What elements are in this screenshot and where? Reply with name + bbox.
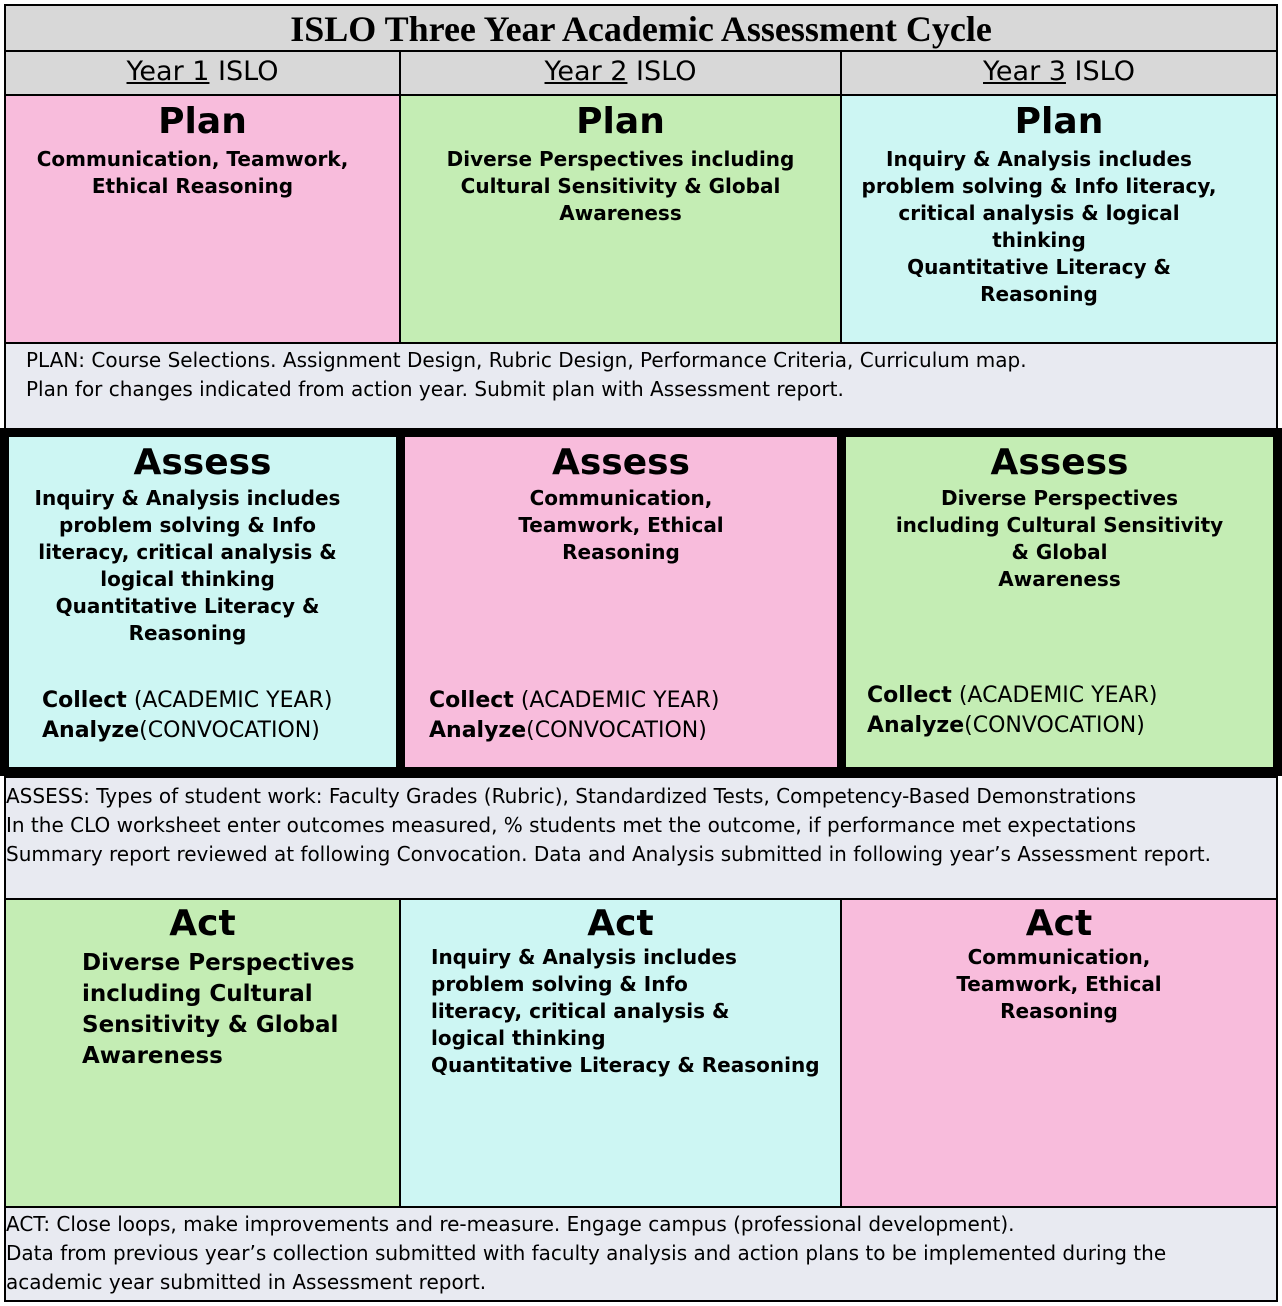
topic-line: Cultural Sensitivity & Global — [460, 174, 781, 198]
assess-cell-year-2 — [396, 428, 846, 776]
act-cell-year-3 — [840, 898, 1278, 1208]
collect-analyze — [42, 686, 332, 746]
topic-line: Awareness — [82, 1043, 223, 1069]
plan-cell-year-1 — [4, 94, 401, 344]
act-note-line: ACT: Close loops, make improvements and re-measure. Engage campus (professional development). — [6, 1212, 1015, 1236]
topic-line: Teamwork, Ethical — [518, 513, 724, 537]
topic-line: Quantitative Literacy & — [55, 594, 320, 618]
topic-line: literacy, critical analysis & — [38, 540, 337, 564]
assess-cell-year-1 — [0, 428, 405, 776]
topic-line: & Global — [1011, 540, 1108, 564]
topic-line: Inquiry & Analysis includes — [431, 945, 737, 969]
topic-line: problem solving & Info — [59, 513, 316, 537]
topic-line: Awareness — [559, 201, 682, 225]
topic-line: thinking — [992, 228, 1086, 252]
topic-line: Communication, Teamwork, — [36, 147, 349, 171]
collect-analyze — [867, 681, 1157, 741]
collect-label: Collect — [42, 688, 127, 713]
topic-line: Quantitative Literacy & — [907, 255, 1171, 279]
plan-topics — [401, 146, 840, 227]
topic-line: problem solving & Info literacy, — [861, 174, 1217, 198]
topic-line: Awareness — [998, 567, 1121, 591]
topic-line: literacy, critical analysis & — [431, 999, 730, 1023]
analyze-label: Analyze — [867, 713, 965, 738]
act-note-line: academic year submitted in Assessment report. — [6, 1270, 487, 1294]
plan-heading: Plan — [576, 101, 665, 142]
assess-cell-year-3 — [837, 428, 1282, 776]
act-heading: Act — [169, 903, 236, 944]
topic-line: including Cultural Sensitivity — [895, 513, 1224, 537]
act-topics — [401, 944, 840, 1079]
topic-line: logical thinking — [100, 567, 275, 591]
topic-line: Sensitivity & Global — [82, 1012, 339, 1038]
plan-note — [4, 342, 1278, 432]
analyze-value: (CONVOCATION) — [964, 713, 1145, 738]
assess-topics — [405, 485, 837, 566]
collect-value: (ACADEMIC YEAR) — [126, 688, 333, 713]
act-note-line: Data from previous year’s collection submitted with faculty analysis and action plans to be implemented during the — [6, 1241, 1167, 1265]
year-3-suffix: ISLO — [1065, 56, 1135, 87]
act-note — [4, 1206, 1278, 1302]
topic-line: Teamwork, Ethical — [956, 972, 1162, 996]
year-1-suffix: ISLO — [209, 56, 279, 87]
topic-line: Diverse Perspectives — [940, 486, 1178, 510]
assess-note-line: In the CLO worksheet enter outcomes measured, % students met the outcome, if performance met expectations — [6, 813, 1137, 837]
topic-line: Reasoning — [128, 621, 247, 645]
topic-line: Reasoning — [562, 540, 680, 564]
analyze-label: Analyze — [429, 718, 527, 743]
topic-line: Quantitative Literacy & Reasoning — [431, 1053, 820, 1077]
year-1-header — [4, 52, 401, 96]
assess-heading: Assess — [133, 442, 272, 483]
collect-label: Collect — [867, 683, 952, 708]
plan-heading: Plan — [1014, 101, 1104, 142]
plan-topics — [0, 146, 399, 200]
year-3-label: Year 3 — [983, 56, 1066, 87]
topic-line: critical analysis & logical — [898, 201, 1180, 225]
act-topics — [842, 944, 1276, 1025]
assess-note-line: ASSESS: Types of student work: Faculty Grades (Rubric), Standardized Tests, Competency-Based Demonstrations — [6, 784, 1136, 808]
topic-line: Diverse Perspectives including — [446, 147, 795, 171]
analyze-label: Analyze — [42, 718, 140, 743]
topic-line: Inquiry & Analysis includes — [886, 147, 1192, 171]
plan-cell-year-2 — [399, 94, 842, 344]
plan-heading: Plan — [158, 101, 247, 142]
year-2-suffix: ISLO — [627, 56, 697, 87]
assess-heading: Assess — [990, 442, 1129, 483]
topic-line: Reasoning — [980, 282, 1098, 306]
assess-note-line: Summary report reviewed at following Convocation. Data and Analysis submitted in following year’s Assessment report. — [6, 842, 1212, 866]
topic-line: problem solving & Info — [431, 972, 688, 996]
year-1-label: Year 1 — [126, 56, 210, 87]
act-heading: Act — [1025, 903, 1093, 944]
assess-topics — [0, 485, 396, 647]
topic-line: logical thinking — [431, 1026, 606, 1050]
year-2-label: Year 2 — [544, 56, 628, 87]
collect-label: Collect — [429, 688, 514, 713]
plan-note-line: PLAN: Course Selections. Assignment Design, Rubric Design, Performance Criteria, Curriculum map. — [26, 348, 1027, 372]
act-cell-year-2 — [399, 898, 842, 1208]
assess-topics — [846, 485, 1273, 593]
collect-value: (ACADEMIC YEAR) — [951, 683, 1158, 708]
year-2-header — [399, 52, 842, 96]
plan-cell-year-3 — [840, 94, 1278, 344]
collect-analyze — [429, 686, 719, 746]
plan-note-line: Plan for changes indicated from action year. Submit plan with Assessment report. — [26, 377, 844, 401]
act-cell-year-1 — [4, 898, 401, 1208]
year-3-header — [840, 52, 1278, 96]
topic-line: Communication, — [967, 945, 1151, 969]
assess-note — [4, 776, 1278, 900]
topic-line: Inquiry & Analysis includes — [34, 486, 341, 510]
topic-line: including Cultural — [82, 981, 313, 1007]
analyze-value: (CONVOCATION) — [526, 718, 707, 743]
assess-heading: Assess — [552, 442, 690, 483]
analyze-value: (CONVOCATION) — [139, 718, 320, 743]
page-title: ISLO Three Year Academic Assessment Cycle — [4, 4, 1278, 52]
act-topics — [6, 948, 399, 1072]
plan-topics — [802, 146, 1276, 308]
topic-line: Reasoning — [1000, 999, 1118, 1023]
topic-line: Communication, — [529, 486, 713, 510]
act-heading: Act — [587, 903, 654, 944]
topic-line: Ethical Reasoning — [91, 174, 294, 198]
collect-value: (ACADEMIC YEAR) — [513, 688, 720, 713]
topic-line: Diverse Perspectives — [82, 950, 355, 976]
